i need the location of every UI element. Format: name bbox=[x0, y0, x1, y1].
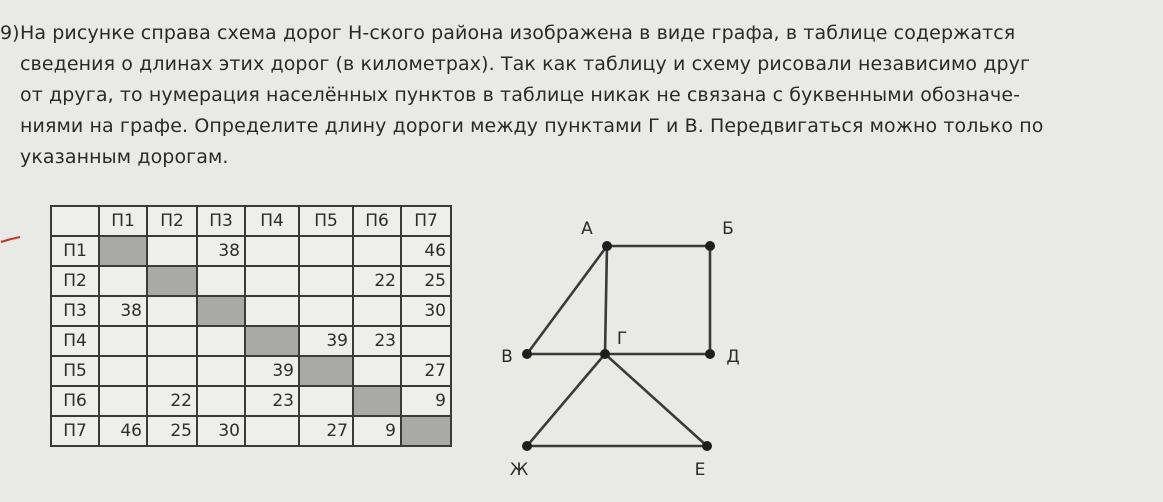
table-row bbox=[51, 236, 451, 266]
table-cell: 39 bbox=[245, 356, 299, 386]
task-text-line: сведения о длинах этих дорог (в километрах). Так как таблицу и схему рисовали независимо друг bbox=[20, 53, 1031, 75]
table-cell bbox=[197, 386, 245, 416]
table-row bbox=[51, 386, 451, 416]
graph-node-label: Г bbox=[616, 329, 628, 349]
table-cell: 30 bbox=[197, 416, 245, 446]
graph-node-Zh bbox=[522, 441, 532, 451]
graph-node-E bbox=[702, 441, 712, 451]
table-cell: 46 bbox=[401, 236, 451, 266]
table-cell bbox=[197, 326, 245, 356]
task-text-line: На рисунке справа схема дорог Н-ского района изображена в виде графа, в таблице содержатся bbox=[20, 22, 1016, 44]
table-cell: 9 bbox=[401, 386, 451, 416]
table-cell-diagonal bbox=[99, 236, 147, 266]
road-graph bbox=[495, 210, 755, 485]
row-header: П4 bbox=[51, 326, 99, 356]
graph-node-label: Б bbox=[722, 219, 734, 239]
table-row bbox=[51, 296, 451, 326]
task-text bbox=[20, 18, 1155, 173]
table-cell: 22 bbox=[353, 266, 401, 296]
table-cell bbox=[147, 296, 197, 326]
table-cell: 23 bbox=[245, 386, 299, 416]
table-cell-diagonal bbox=[299, 356, 353, 386]
table-cell-diagonal bbox=[353, 386, 401, 416]
table-cell bbox=[299, 266, 353, 296]
table-header-row bbox=[51, 206, 451, 236]
table-cell bbox=[197, 266, 245, 296]
table-row bbox=[51, 326, 451, 356]
table-cell-diagonal bbox=[147, 266, 197, 296]
table-cell bbox=[99, 326, 147, 356]
column-header: П3 bbox=[197, 206, 245, 236]
graph-node-D bbox=[705, 349, 715, 359]
table-cell bbox=[353, 296, 401, 326]
task-number: 9) bbox=[0, 22, 20, 44]
row-header: П5 bbox=[51, 356, 99, 386]
table-cell bbox=[147, 356, 197, 386]
column-header: П2 bbox=[147, 206, 197, 236]
graph-node-V bbox=[522, 349, 532, 359]
row-header: П3 bbox=[51, 296, 99, 326]
table-cell bbox=[245, 296, 299, 326]
distance-table bbox=[50, 205, 452, 447]
table-cell bbox=[147, 236, 197, 266]
table-cell: 46 bbox=[99, 416, 147, 446]
table-cell bbox=[99, 266, 147, 296]
row-header: П1 bbox=[51, 236, 99, 266]
table-cell bbox=[99, 386, 147, 416]
table-cell bbox=[353, 356, 401, 386]
table-cell bbox=[245, 266, 299, 296]
graph-node-label: Д bbox=[726, 347, 740, 367]
table-cell bbox=[299, 386, 353, 416]
table-corner-cell bbox=[51, 206, 99, 236]
table-cell: 27 bbox=[299, 416, 353, 446]
graph-node-A bbox=[602, 241, 612, 251]
graph-node-label: А bbox=[581, 219, 593, 239]
column-header: П6 bbox=[353, 206, 401, 236]
graph-edge-A-V bbox=[527, 246, 607, 354]
graph-node-label: Е bbox=[694, 460, 706, 480]
table-cell: 38 bbox=[99, 296, 147, 326]
table-cell: 38 bbox=[197, 236, 245, 266]
row-header: П6 bbox=[51, 386, 99, 416]
table-cell-diagonal bbox=[401, 416, 451, 446]
task-text-line: указанным дорогам. bbox=[20, 146, 229, 168]
table-cell: 30 bbox=[401, 296, 451, 326]
table-row bbox=[51, 356, 451, 386]
table-cell bbox=[245, 416, 299, 446]
row-header: П7 bbox=[51, 416, 99, 446]
column-header: П7 bbox=[401, 206, 451, 236]
table-cell bbox=[99, 356, 147, 386]
graph-edge-A-G bbox=[605, 246, 607, 354]
table-cell: 22 bbox=[147, 386, 197, 416]
table-cell: 25 bbox=[147, 416, 197, 446]
table-row bbox=[51, 266, 451, 296]
task-text-line: ниями на графе. Определите длину дороги между пунктами Г и В. Передвигаться можно только по bbox=[20, 115, 1044, 137]
table-cell bbox=[353, 236, 401, 266]
table-cell: 39 bbox=[299, 326, 353, 356]
graph-node-B bbox=[705, 241, 715, 251]
table-cell bbox=[245, 236, 299, 266]
row-header: П2 bbox=[51, 266, 99, 296]
table-cell bbox=[299, 236, 353, 266]
margin-mark bbox=[0, 236, 22, 244]
graph-node-G bbox=[600, 349, 610, 359]
table-cell: 23 bbox=[353, 326, 401, 356]
table-cell bbox=[197, 356, 245, 386]
table-cell bbox=[299, 296, 353, 326]
table-row bbox=[51, 416, 451, 446]
graph-node-label: Ж bbox=[509, 460, 529, 480]
table-cell: 9 bbox=[353, 416, 401, 446]
table-cell: 25 bbox=[401, 266, 451, 296]
table-cell-diagonal bbox=[197, 296, 245, 326]
column-header: П1 bbox=[99, 206, 147, 236]
table-cell-diagonal bbox=[245, 326, 299, 356]
graph-node-label: В bbox=[501, 347, 513, 367]
column-header: П5 bbox=[299, 206, 353, 236]
graph-edge-G-E bbox=[605, 354, 707, 446]
column-header: П4 bbox=[245, 206, 299, 236]
task-text-line: от друга, то нумерация населённых пунктов в таблице никак не связана с буквенными обозначе- bbox=[20, 84, 1021, 106]
table-cell bbox=[401, 326, 451, 356]
graph-edge-G-Zh bbox=[527, 354, 605, 446]
table-cell: 27 bbox=[401, 356, 451, 386]
table-cell bbox=[147, 326, 197, 356]
